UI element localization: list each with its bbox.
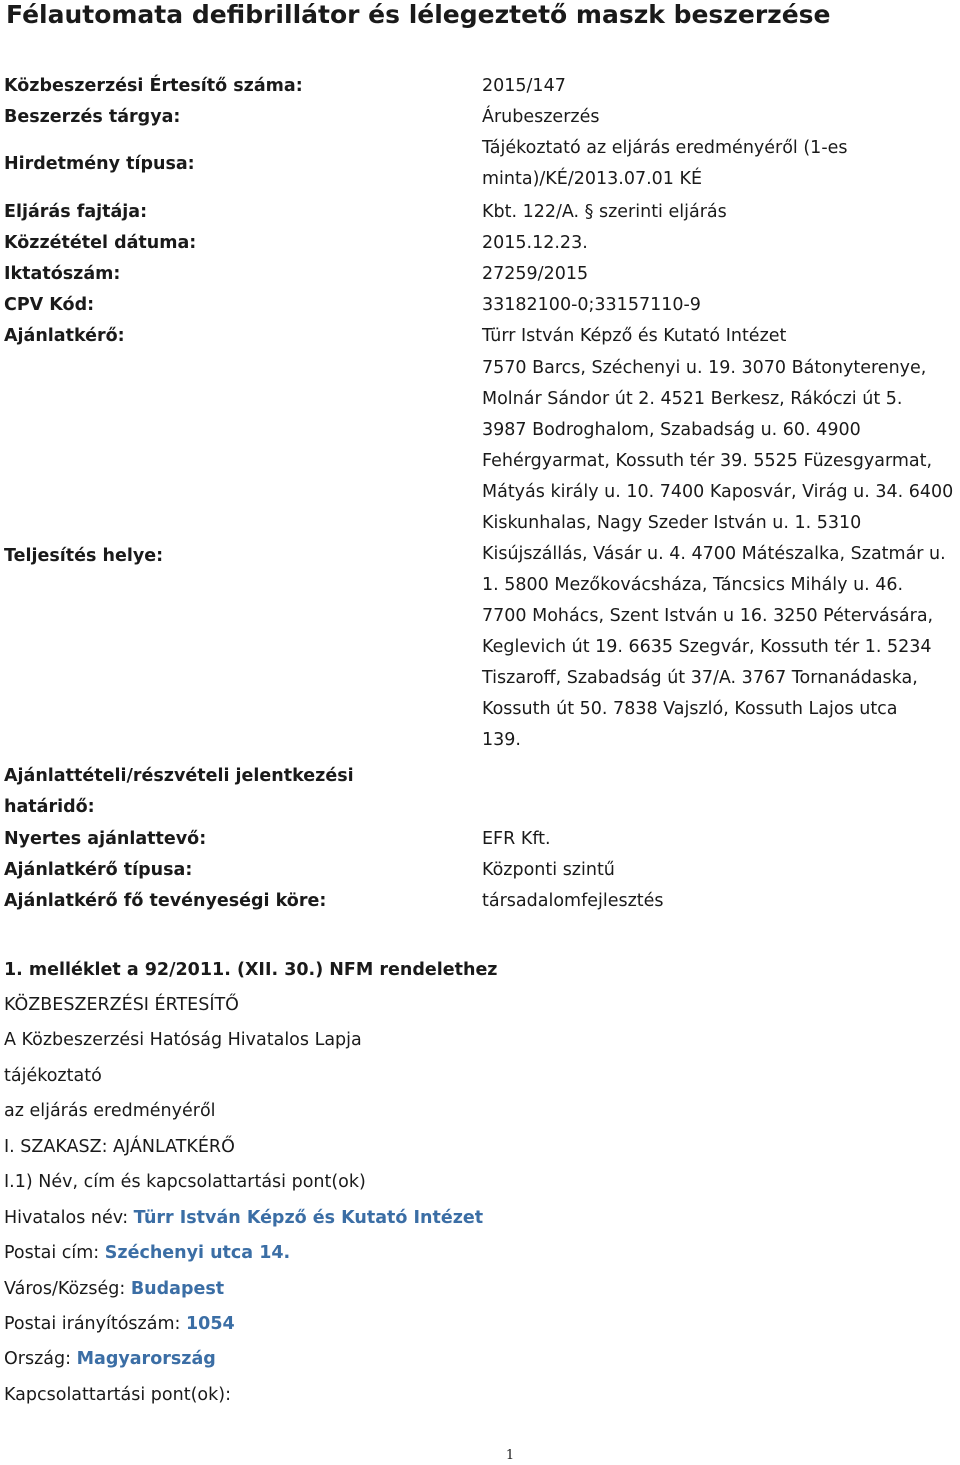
nev-cim-heading: I.1) Név, cím és kapcsolattartási pont(ok) xyxy=(4,1172,366,1192)
teljesites-line: Fehérgyarmat, Kossuth tér 39. 5525 Füzesgyarmat, xyxy=(482,451,933,471)
hivatalos-nev-row xyxy=(4,1201,483,1236)
eljaras-label: Eljárás fajtája: xyxy=(4,202,148,222)
tevekenyseg-label: Ajánlatkérő fő tevényeségi köre: xyxy=(4,891,327,911)
nyertes-value: EFR Kft. xyxy=(482,829,551,849)
teljesites-value xyxy=(482,353,958,756)
postai-cim-row xyxy=(4,1236,290,1271)
melleklet-heading: 1. melléklet a 92/2011. (XII. 30.) NFM rendelethez xyxy=(4,960,498,980)
orszag-label: Ország: xyxy=(4,1349,72,1369)
teljesites-line: Keglevich út 19. 6635 Szegvár, Kossuth tér 1. 5234 xyxy=(482,637,932,657)
szakasz-heading: I. SZAKASZ: AJÁNLATKÉRŐ xyxy=(4,1137,235,1157)
iranyitoszam-value: 1054 xyxy=(185,1314,235,1334)
teljesites-line: 1. 5800 Mezőkovácsháza, Táncsics Mihály u. 46. xyxy=(482,575,904,595)
eredmeny-heading: az eljárás eredményéről xyxy=(4,1101,216,1121)
teljesites-line: Kisújszállás, Vásár u. 4. 4700 Mátészalka, Szatmár u. xyxy=(482,544,946,564)
tevekenyseg-value: társadalomfejlesztés xyxy=(482,891,664,911)
teljesites-line: 3987 Bodroghalom, Szabadság u. 60. 4900 xyxy=(482,420,861,440)
cpv-value: 33182100-0;33157110-9 xyxy=(482,295,701,315)
page-title: Félautomata defibrillátor és lélegeztető maszk beszerzése xyxy=(6,0,831,29)
ertesito-value: 2015/147 xyxy=(482,76,566,96)
kozzetetel-label: Közzététel dátuma: xyxy=(4,233,197,253)
orszag-row xyxy=(4,1342,216,1377)
kapcsolattartasi-label: Kapcsolattartási pont(ok): xyxy=(4,1385,231,1405)
ajanlatkero-label: Ajánlatkérő: xyxy=(4,326,125,346)
iktatoszam-value: 27259/2015 xyxy=(482,264,589,284)
postai-cim-label: Postai cím: xyxy=(4,1243,100,1263)
hatarido-label-line1: Ajánlattételi/részvételi jelentkezési xyxy=(4,766,354,786)
teljesites-line: 139. xyxy=(482,730,521,750)
teljesites-label: Teljesítés helye: xyxy=(4,546,164,566)
hatarido-label-line2: határidő: xyxy=(4,797,95,817)
hivatalos-lapja-heading: A Közbeszerzési Hatóság Hivatalos Lapja xyxy=(4,1030,362,1050)
teljesites-line: 7570 Barcs, Széchenyi u. 19. 3070 Bátonyterenye, xyxy=(482,358,927,378)
hirdetmeny-line: minta)/KÉ/2013.07.01 KÉ xyxy=(482,169,703,189)
ertesito-label: Közbeszerzési Értesítő száma: xyxy=(4,76,303,96)
teljesites-line: Kossuth út 50. 7838 Vajszló, Kossuth Lajos utca xyxy=(482,699,898,719)
hirdetmeny-line: Tájékoztató az eljárás eredményéről (1-es xyxy=(482,138,848,158)
hirdetmeny-label: Hirdetmény típusa: xyxy=(4,154,195,174)
cpv-label: CPV Kód: xyxy=(4,295,95,315)
tipus-label: Ajánlatkérő típusa: xyxy=(4,860,193,880)
page-number: 1 xyxy=(505,1448,515,1463)
targy-label: Beszerzés tárgya: xyxy=(4,107,181,127)
kozzetetel-value: 2015.12.23. xyxy=(482,233,588,253)
teljesites-line: Kiskunhalas, Nagy Szeder István u. 1. 5310 xyxy=(482,513,862,533)
iranyitoszam-row xyxy=(4,1307,235,1342)
hivatalos-nev-label: Hivatalos név: xyxy=(4,1208,129,1228)
orszag-value: Magyarország xyxy=(76,1349,216,1369)
varos-row xyxy=(4,1272,224,1307)
iktatoszam-label: Iktatószám: xyxy=(4,264,121,284)
postai-cim-value: Széchenyi utca 14. xyxy=(104,1243,291,1263)
targy-value: Árubeszerzés xyxy=(482,107,600,127)
varos-value: Budapest xyxy=(130,1279,225,1299)
tipus-value: Központi szintű xyxy=(482,860,615,880)
varos-label: Város/Község: xyxy=(4,1279,126,1299)
teljesites-line: Molnár Sándor út 2. 4521 Berkesz, Rákóczi út 5. xyxy=(482,389,903,409)
teljesites-line: Mátyás király u. 10. 7400 Kaposvár, Virág u. 34. 6400 xyxy=(482,482,954,502)
hirdetmeny-value xyxy=(482,133,958,195)
eljaras-value: Kbt. 122/A. § szerinti eljárás xyxy=(482,202,727,222)
ajanlatkero-value: Türr István Képző és Kutató Intézet xyxy=(482,326,787,346)
iranyitoszam-label: Postai irányítószám: xyxy=(4,1314,181,1334)
tajekoztato-heading: tájékoztató xyxy=(4,1066,102,1086)
teljesites-line: 7700 Mohács, Szent István u 16. 3250 Pétervására, xyxy=(482,606,934,626)
kozbeszerzesi-ertesito-heading: KÖZBESZERZÉSI ÉRTESÍTŐ xyxy=(4,995,239,1015)
nyertes-label: Nyertes ajánlattevő: xyxy=(4,829,207,849)
teljesites-line: Tiszaroff, Szabadság út 37/A. 3767 Tornanádaska, xyxy=(482,668,918,688)
hivatalos-nev-value: Türr István Képző és Kutató Intézet xyxy=(133,1208,484,1228)
